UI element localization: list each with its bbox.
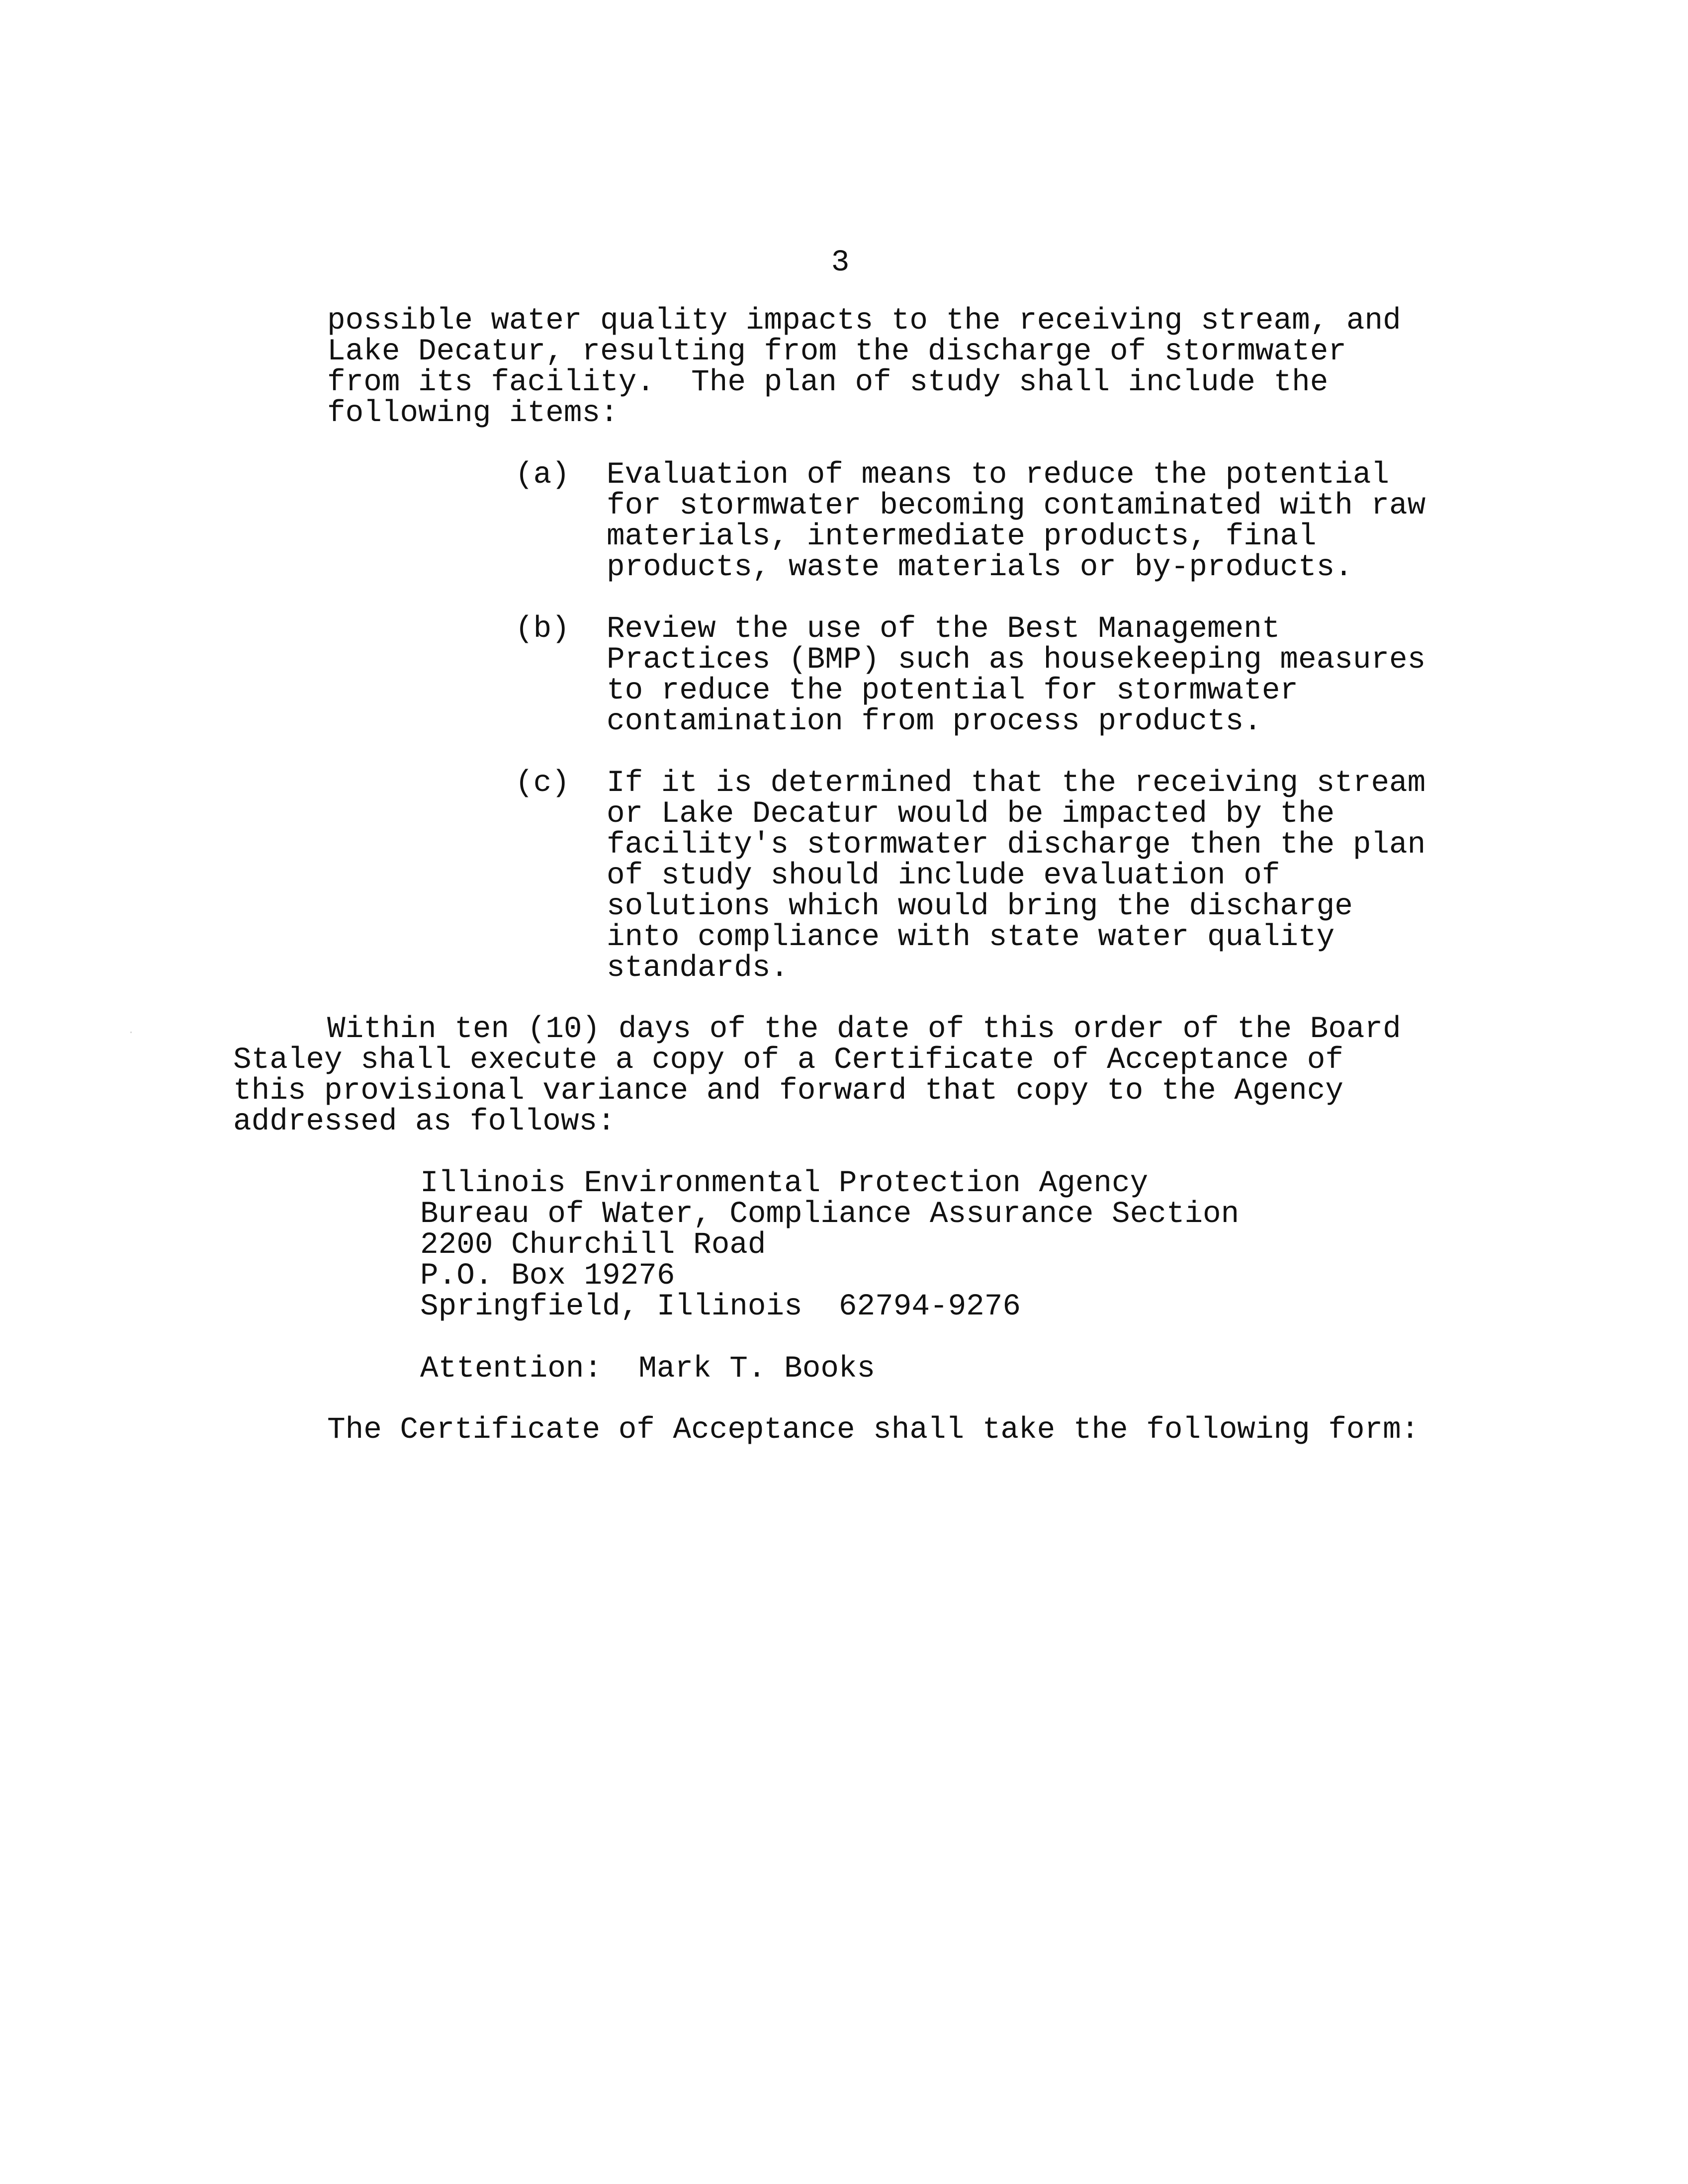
paragraph-line: this provisional variance and forward that copy to the Agency	[233, 1074, 1343, 1108]
address-line: Bureau of Water, Compliance Assurance Section	[420, 1197, 1240, 1231]
item-line: standards.	[607, 951, 789, 985]
intro-line: from its facility. The plan of study shall include the	[327, 365, 1329, 400]
item-line: Practices (BMP) such as housekeeping measures	[607, 643, 1426, 677]
item-line: or Lake Decatur would be impacted by the	[607, 797, 1335, 831]
item-line: Review the use of the Best Management	[607, 612, 1280, 646]
item-line: solutions which would bring the discharge	[607, 889, 1353, 924]
intro-line: Lake Decatur, resulting from the discharge of stormwater	[327, 335, 1346, 369]
acceptance-paragraph	[233, 1014, 1401, 1137]
item-line: to reduce the potential for stormwater	[607, 674, 1299, 708]
agency-address	[420, 1168, 1239, 1322]
intro-line: possible water quality impacts to the receiving stream, and	[327, 304, 1401, 338]
address-line: 2200 Churchill Road	[420, 1228, 766, 1262]
item-text	[607, 768, 1425, 984]
attention-line: Attention: Mark T. Books	[420, 1352, 876, 1386]
item-line: of study should include evaluation of	[607, 859, 1280, 893]
scan-speck	[130, 1032, 132, 1033]
item-line: Evaluation of means to reduce the potential	[607, 458, 1390, 492]
item-label: (b)	[515, 612, 570, 646]
paragraph-line: addressed as follows:	[233, 1105, 616, 1139]
item-line: materials, intermediate products, final	[607, 520, 1317, 554]
item-line: for stormwater becoming contaminated with raw	[607, 489, 1426, 523]
address-line: Springfield, Illinois 62794-9276	[420, 1290, 1021, 1324]
paragraph-line: Within ten (10) days of the date of this order of the Board	[327, 1012, 1401, 1047]
item-label: (a)	[515, 458, 570, 492]
address-line: Illinois Environmental Protection Agency	[420, 1166, 1149, 1201]
item-text	[607, 614, 1425, 737]
paragraph-line: Staley shall execute a copy of a Certificate of Acceptance of	[233, 1043, 1343, 1077]
item-label: (c)	[515, 766, 570, 800]
closing-sentence: The Certificate of Acceptance shall take the following form:	[327, 1413, 1420, 1447]
item-line: contamination from process products.	[607, 704, 1262, 739]
page-number: 3	[831, 246, 850, 280]
item-line: products, waste materials or by-products.	[607, 550, 1353, 585]
intro-paragraph	[327, 306, 1401, 429]
item-text	[607, 460, 1425, 583]
item-line: If it is determined that the receiving stream	[607, 766, 1426, 800]
item-line: facility's stormwater discharge then the plan	[607, 828, 1426, 862]
address-line: P.O. Box 19276	[420, 1259, 675, 1293]
intro-line: following items:	[327, 396, 619, 431]
item-line: into compliance with state water quality	[607, 920, 1335, 955]
